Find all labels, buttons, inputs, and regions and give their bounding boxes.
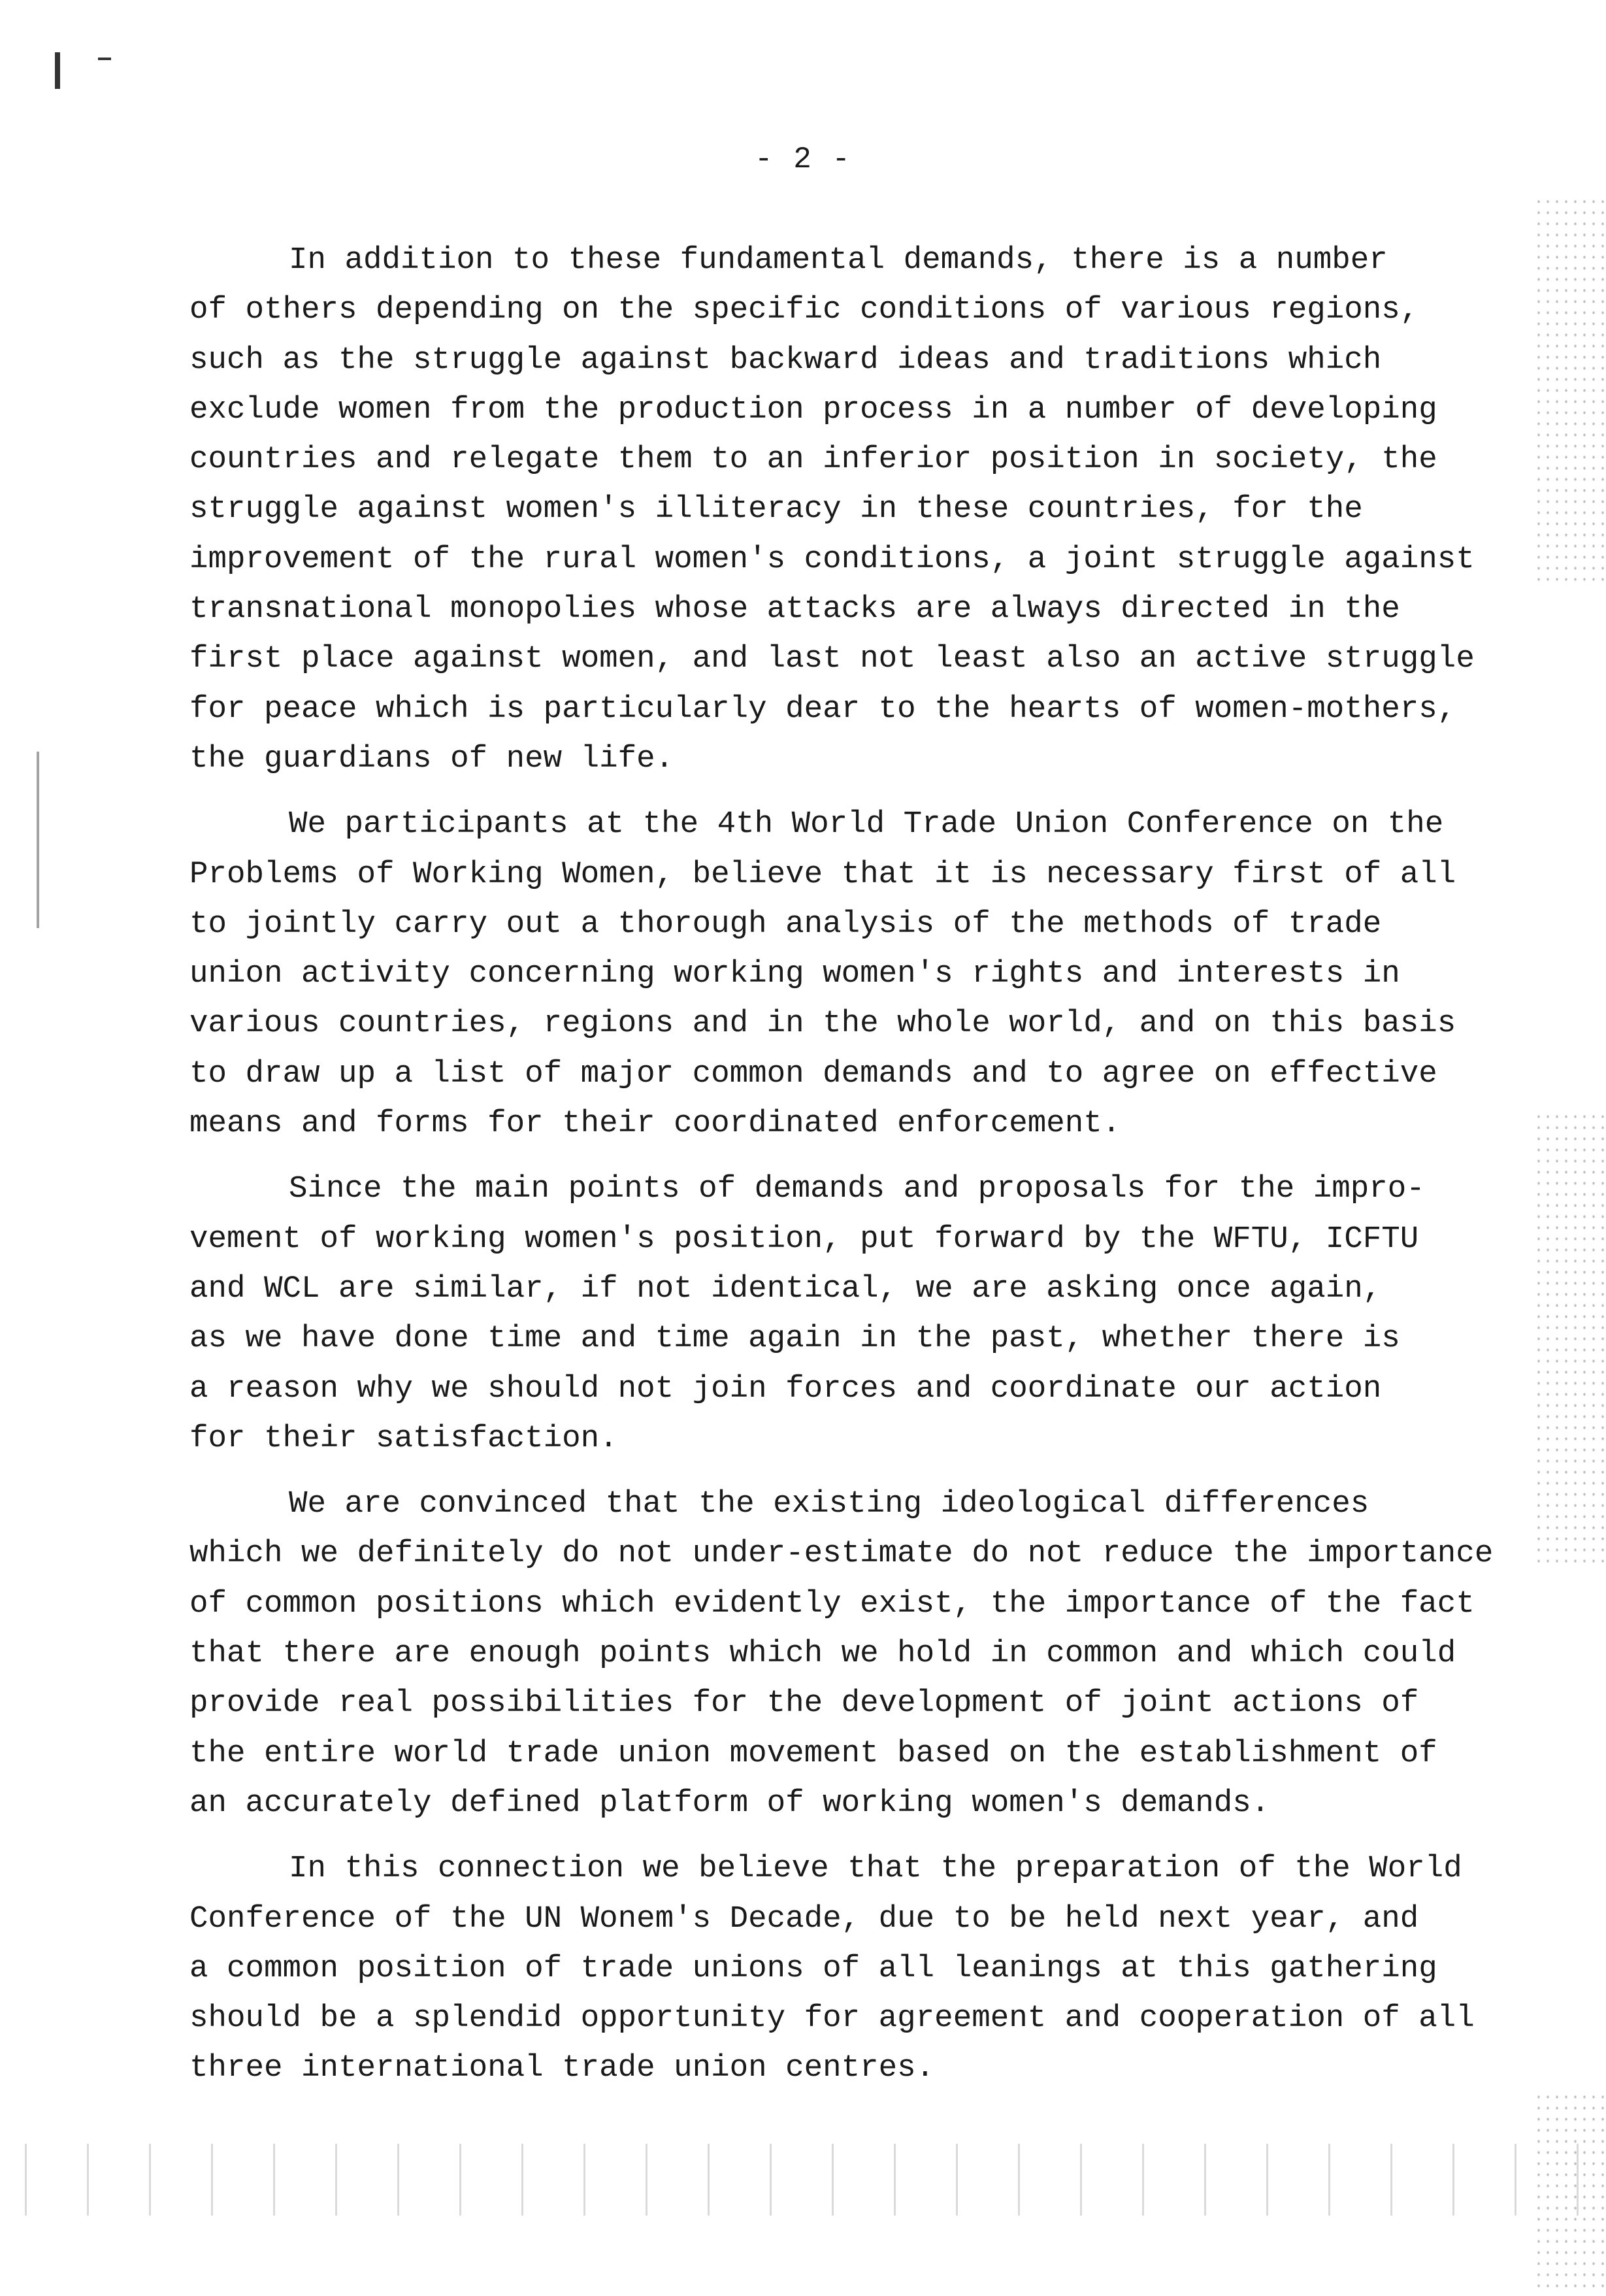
- text-line: to draw up a list of major common demands and to agree on effective: [189, 1056, 1437, 1091]
- text-line: which we definitely do not under-estimate do not reduce the importance: [189, 1536, 1494, 1572]
- text-line: for their satisfaction.: [189, 1420, 618, 1456]
- text-line: vement of working women's position, put forward by the WFTU, ICFTU: [189, 1221, 1419, 1257]
- text-line: countries and relegate them to an inferior position in society, the: [189, 442, 1437, 478]
- text-line: various countries, regions and in the whole world, and on this basis: [189, 1006, 1456, 1042]
- text-line: as we have done time and time again in the past, whether there is: [189, 1321, 1400, 1357]
- paragraph-participants: [189, 799, 1588, 1148]
- scan-bottom-noise: [0, 2144, 1606, 2216]
- text-line: exclude women from the production process in a number of developing: [189, 391, 1437, 427]
- text-line: should be a splendid opportunity for agreement and cooperation of all: [189, 2001, 1475, 2037]
- text-line: of others depending on the specific conditions of various regions,: [189, 292, 1419, 328]
- paragraph-demands: [189, 235, 1588, 784]
- text-line: first place against women, and last not least also an active struggle: [189, 641, 1475, 677]
- text-line: union activity concerning working women's rights and interests in: [189, 956, 1400, 992]
- text-line: three international trade union centres.: [189, 2050, 935, 2086]
- text-line: an accurately defined platform of working women's demands.: [189, 1785, 1270, 1821]
- text-line: such as the struggle against backward ideas and traditions which: [189, 342, 1382, 378]
- text-line: the entire world trade union movement based on the establishment of: [189, 1735, 1437, 1771]
- text-line: and WCL are similar, if not identical, we are asking once again,: [189, 1271, 1382, 1306]
- document-body: [189, 235, 1588, 2109]
- page-number: - 2 -: [754, 142, 852, 176]
- text-line: improvement of the rural women's conditions, a joint struggle against: [189, 541, 1475, 577]
- paragraph-connection: [189, 1844, 1588, 2093]
- text-line: struggle against women's illiteracy in these countries, for the: [189, 491, 1363, 527]
- paragraph-convinced: [189, 1479, 1588, 1828]
- text-line: the guardians of new life.: [189, 740, 674, 776]
- text-line: provide real possibilities for the development of joint actions of: [189, 1686, 1419, 1722]
- text-line: that there are enough points which we hold in common and which could: [189, 1636, 1456, 1672]
- text-line: a common position of trade unions of all leanings at this gathering: [189, 1950, 1437, 1986]
- text-line: transnational monopolies whose attacks are always directed in the: [189, 591, 1400, 627]
- paragraph-proposals: [189, 1164, 1588, 1463]
- scan-artifact-mark: [98, 58, 111, 60]
- text-line: for peace which is particularly dear to the hearts of women-mothers,: [189, 691, 1456, 727]
- scan-artifact-mark: [37, 752, 39, 928]
- text-line: means and forms for their coordinated enforcement.: [189, 1106, 1121, 1142]
- text-line: In this connection we believe that the preparation of the World: [289, 1851, 1462, 1887]
- text-line: We participants at the 4th World Trade Union Conference on the: [289, 807, 1444, 842]
- text-line: In addition to these fundamental demands, there is a number: [289, 242, 1388, 278]
- text-line: Conference of the UN Wonem's Decade, due to be held next year, and: [189, 1901, 1419, 1937]
- text-line: Problems of Working Women, believe that it is necessary first of all: [189, 856, 1456, 892]
- text-line: We are convinced that the existing ideological differences: [289, 1486, 1369, 1522]
- text-line: a reason why we should not join forces and coordinate our action: [189, 1371, 1382, 1406]
- text-line: Since the main points of demands and proposals for the impro-: [289, 1171, 1425, 1207]
- scan-artifact-mark: [55, 52, 60, 89]
- text-line: to jointly carry out a thorough analysis of the methods of trade: [189, 906, 1382, 942]
- text-line: of common positions which evidently exist, the importance of the fact: [189, 1586, 1475, 1622]
